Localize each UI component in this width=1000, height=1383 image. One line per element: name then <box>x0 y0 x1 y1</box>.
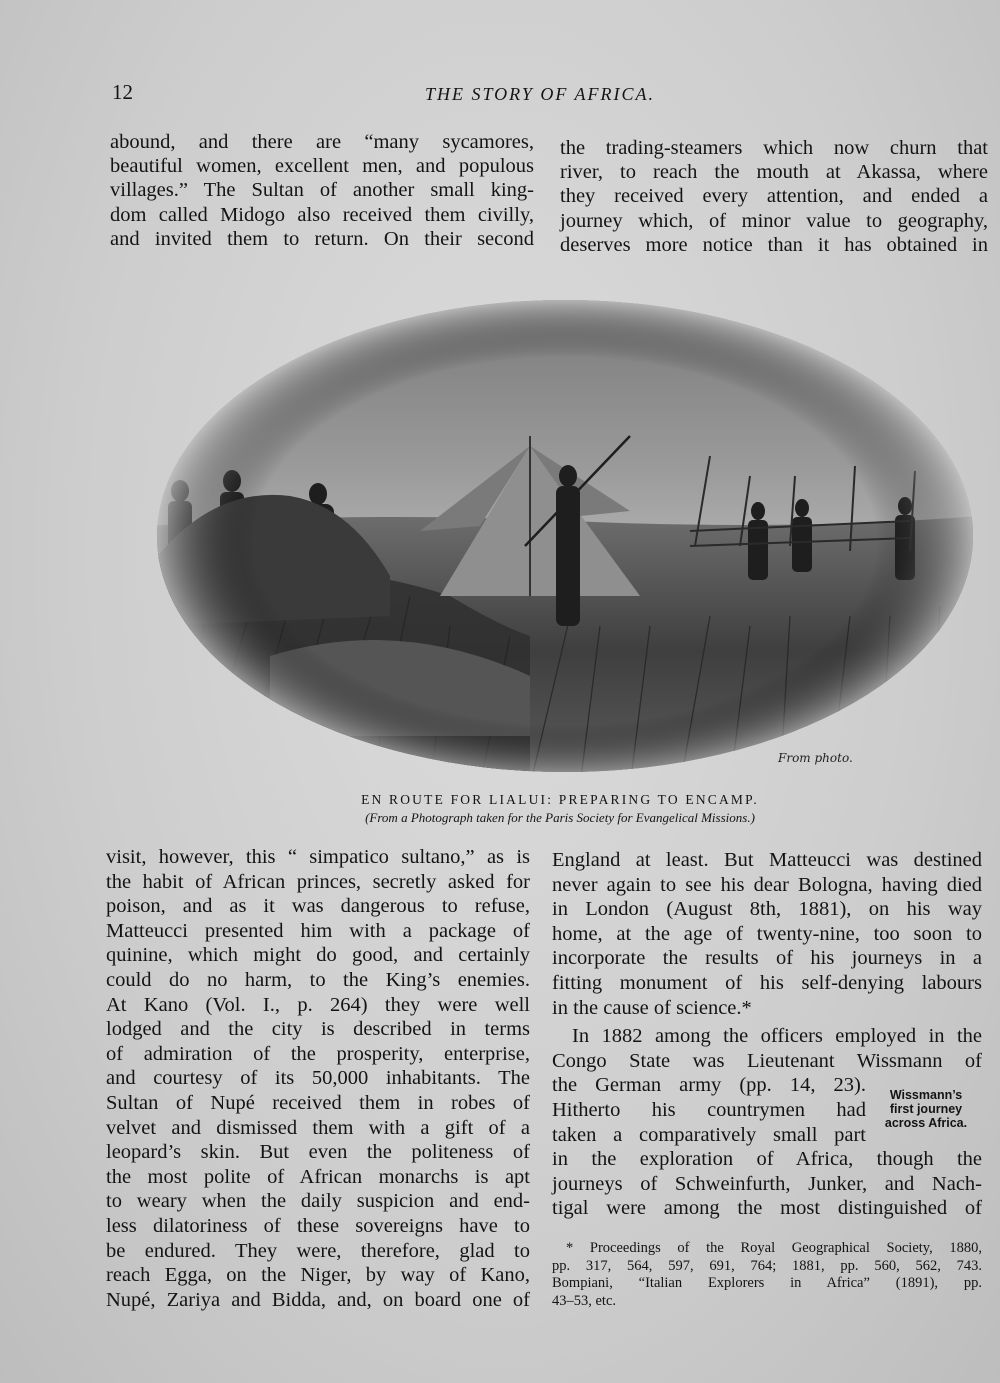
text-line: in the cause of science.* <box>552 996 752 1019</box>
text-line: deserves more notice than it has obtained in <box>560 233 988 256</box>
text-line: tigal were among the most distinguished of <box>552 1197 982 1220</box>
text-line: At Kano (Vol. I., p. 264) they were well <box>106 993 530 1016</box>
text-line: Sultan of Nupé received them in robes of <box>106 1091 530 1114</box>
text-line: the German army (pp. 14, 23). <box>552 1074 866 1097</box>
text-line: in the exploration of Africa, though the <box>552 1148 982 1171</box>
text-line: the trading-steamers which now churn that <box>560 137 988 159</box>
text-line: could do no harm, to the King’s enemies. <box>106 968 530 991</box>
text-line: journey which, of minor value to geography, <box>560 209 988 232</box>
text-line: of admiration of the prosperity, enterprise, <box>106 1042 530 1065</box>
text-line: Matteucci presented him with a package of <box>106 919 530 942</box>
text-line: villages.” The Sultan of another small king- <box>110 179 534 202</box>
sidenote-line: first journey <box>889 1102 963 1116</box>
text-line: the most polite of African monarchs is apt <box>106 1165 530 1188</box>
text-line: to weary when the daily suspicion and end- <box>106 1190 530 1213</box>
text-line: in London (August 8th, 1881), on his way <box>552 898 982 921</box>
text-line: poison, and as it was dangerous to refuse, <box>106 895 530 918</box>
figure-caption-credit: (From a Photograph taken for the Paris Society for Evangelical Missions.) <box>365 810 755 825</box>
footnote <box>552 1240 982 1310</box>
sidenote-line: across Africa. <box>884 1116 968 1130</box>
text-line: and courtesy of its 50,000 inhabitants. The <box>106 1067 530 1090</box>
text-line: beautiful women, excellent men, and populous <box>110 155 534 178</box>
top-right-column <box>560 136 988 257</box>
page-number: 12 <box>112 80 133 104</box>
text-line: visit, however, this “ simpatico sultano,” as is <box>106 846 530 868</box>
oval-photograph-illustration <box>150 296 980 786</box>
text-line: dom called Midogo also received them civilly, <box>110 203 534 226</box>
text-line: fitting monument of his self-denying labours <box>552 971 982 994</box>
text-line: velvet and dismissed them with a gift of a <box>106 1116 530 1139</box>
top-left-column <box>110 130 534 251</box>
text-line: they received every attention, and ended a <box>560 185 988 208</box>
text-line: leopard’s skin. But even the politeness of <box>106 1141 530 1164</box>
artist-signature: From photo. <box>778 751 853 765</box>
text-line: lodged and the city is described in terms <box>106 1018 530 1041</box>
text-line: the habit of African princes, secretly asked for <box>106 870 530 893</box>
bottom-right-column <box>552 848 982 1221</box>
camp-scene-engraving <box>150 296 980 786</box>
text-line: journeys of Schweinfurth, Junker, and Nach- <box>552 1172 982 1195</box>
figure-caption-title: EN ROUTE FOR LIALUI: PREPARING TO ENCAMP. <box>361 792 759 807</box>
footnote-line: * Proceedings of the Royal Geographical Society, 1880, <box>566 1240 982 1256</box>
text-line: less dilatoriness of these sovereigns have to <box>106 1214 530 1237</box>
text-line: England at least. But Matteucci was destined <box>552 849 982 871</box>
running-title: THE STORY OF AFRICA. <box>424 84 656 104</box>
bottom-left-column <box>106 845 530 1312</box>
text-line: In 1882 among the officers employed in the <box>572 1025 982 1048</box>
text-line: river, to reach the mouth at Akassa, where <box>560 161 988 184</box>
text-line: be endured. They were, therefore, glad to <box>106 1239 530 1262</box>
text-line: Congo State was Lieutenant Wissmann of <box>552 1049 982 1072</box>
footnote-line: pp. 317, 564, 597, 691, 764; 1881, pp. 560, 562, 743. <box>552 1257 982 1274</box>
text-line: quinine, which might do good, and certainly <box>106 944 530 967</box>
text-line: incorporate the results of his journeys in a <box>552 947 982 970</box>
footnote-line: 43–53, etc. <box>552 1292 617 1309</box>
margin-sidenote <box>872 1088 980 1130</box>
footnote-line: Bompiani, “Italian Explorers in Africa” (1891), pp. <box>552 1275 982 1291</box>
text-line: taken a comparatively small part <box>552 1123 866 1146</box>
text-line: Hitherto his countrymen had <box>552 1098 866 1121</box>
text-line: reach Egga, on the Niger, by way of Kano, <box>106 1264 530 1287</box>
text-line: never again to see his dear Bologna, having died <box>552 873 982 896</box>
text-line: home, at the age of twenty-nine, too soon to <box>552 922 982 945</box>
text-line: and invited them to return. On their second <box>110 227 534 250</box>
sidenote-line: Wissmann’s <box>889 1088 963 1102</box>
text-line: Nupé, Zariya and Bidda, and, on board one of <box>106 1288 530 1311</box>
text-line: abound, and there are “many sycamores, <box>110 131 534 153</box>
